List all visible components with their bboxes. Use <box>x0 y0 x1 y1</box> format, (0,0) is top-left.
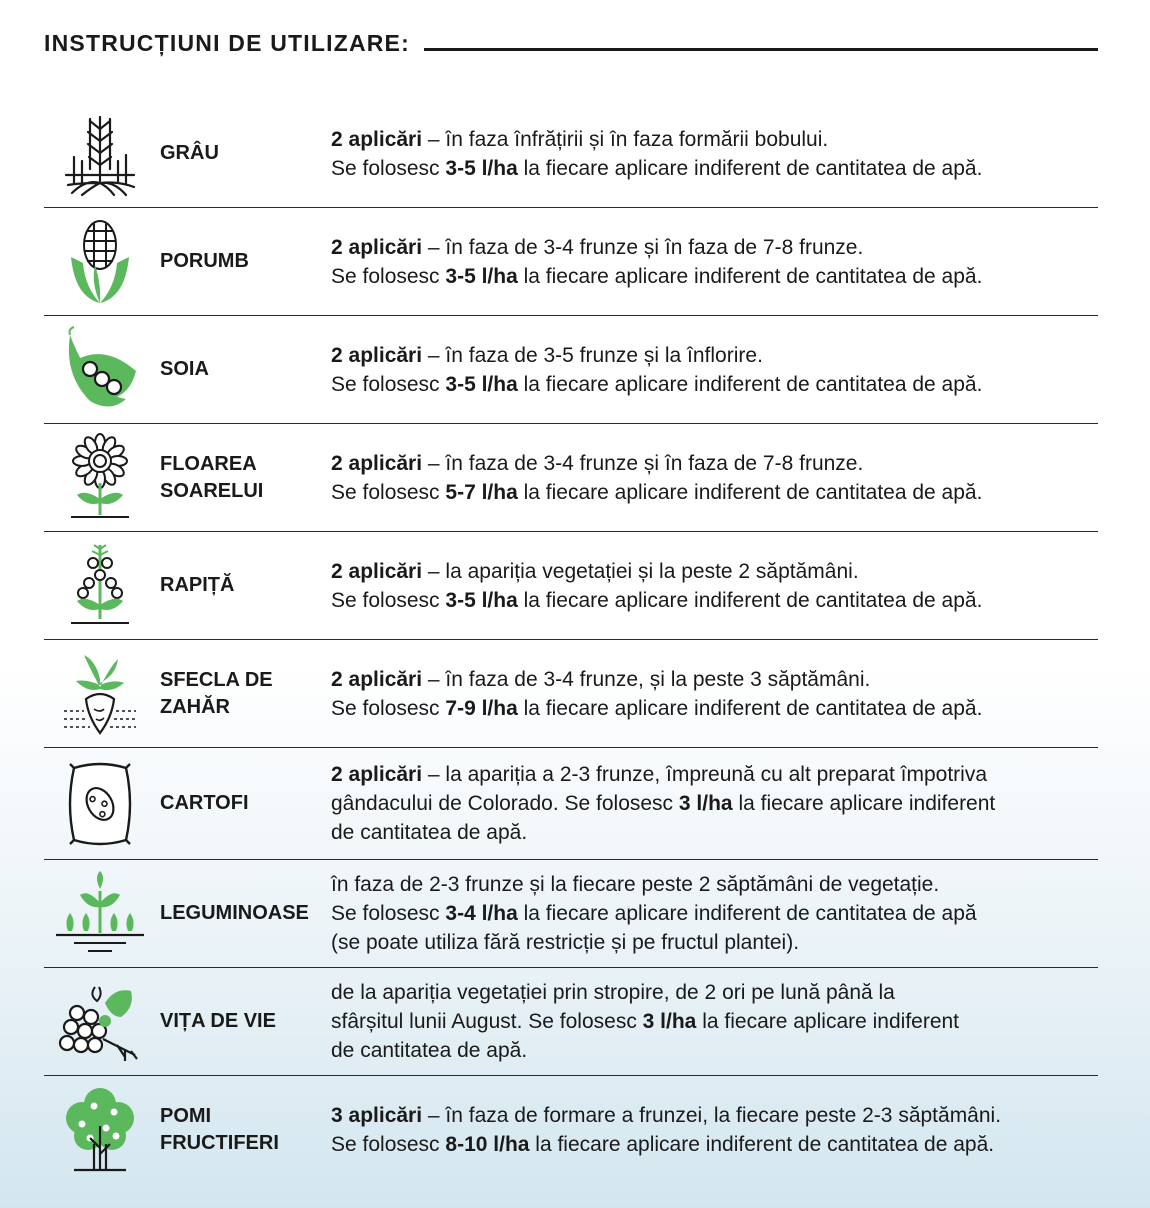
crop-name <box>156 356 328 383</box>
table-row <box>44 100 1098 208</box>
instruction-line <box>331 233 1098 262</box>
instruction-line <box>331 760 1098 789</box>
crop-name-line: CARTOFI <box>160 792 249 814</box>
instruction-line <box>331 899 1098 928</box>
instruction-text: Se folosesc <box>331 264 446 288</box>
instruction-text: de la apariția vegetației prin stropire, de 2 ori pe lună până la <box>331 981 895 1004</box>
dosage-highlight: 3 l/ha <box>642 1010 697 1033</box>
instruction-text: Se folosesc <box>331 372 446 396</box>
crop-name-line: LEGUMINOASE <box>160 902 309 924</box>
instruction-text: Se folosesc <box>331 480 446 504</box>
instruction-text: la fiecare aplicare indiferent de cantitatea de apă. <box>517 156 983 180</box>
table-row <box>44 532 1098 640</box>
instruction-text: – în faza de 3-5 frunze și la înflorire. <box>422 343 763 367</box>
instruction-line <box>331 1130 1098 1159</box>
table-row <box>44 208 1098 316</box>
instruction-text: – în faza înfrățirii și în faza formării bobului. <box>422 127 829 151</box>
instruction-text: la fiecare aplicare indiferent <box>696 1010 960 1033</box>
instruction-text: sfârșitul lunii August. Se folosesc <box>331 1010 643 1033</box>
crop-name-line: VIȚA DE VIE <box>160 1010 276 1032</box>
crop-instructions <box>328 978 1098 1065</box>
instruction-line <box>331 478 1098 507</box>
potato-sack-icon <box>44 758 156 850</box>
fruit-tree-icon <box>44 1084 156 1176</box>
instruction-line <box>331 370 1098 399</box>
instruction-line <box>331 125 1098 154</box>
dosage-highlight: 2 aplicări <box>331 667 423 691</box>
dosage-highlight: 2 aplicări <box>331 127 423 151</box>
sugar-beet-icon <box>44 649 156 739</box>
instruction-text: la fiecare aplicare indiferent de cantitatea de apă. <box>517 372 983 396</box>
instruction-line <box>331 978 1098 1007</box>
crop-instructions <box>328 125 1098 183</box>
instruction-text: – la apariția a 2-3 frunze, împreună cu alt preparat împotriva <box>422 763 988 786</box>
table-row <box>44 640 1098 748</box>
instruction-line <box>331 1036 1098 1065</box>
instruction-line <box>331 262 1098 291</box>
instruction-line <box>331 870 1098 899</box>
crop-name <box>156 140 328 167</box>
instruction-line <box>331 665 1098 694</box>
instruction-text: la fiecare aplicare indiferent de cantitatea de apă. <box>529 1133 995 1156</box>
rapeseed-icon <box>44 541 156 631</box>
dosage-highlight: 2 aplicări <box>331 763 423 786</box>
instruction-text: Se folosesc <box>331 588 446 612</box>
instruction-text: (se poate utiliza fără restricție și pe fructul plantei). <box>331 931 800 954</box>
instruction-text: Se folosesc <box>331 696 446 720</box>
instruction-line <box>331 1007 1098 1036</box>
instruction-text: Se folosesc <box>331 156 446 180</box>
instruction-line <box>331 154 1098 183</box>
dosage-highlight: 3-5 l/ha <box>445 156 518 180</box>
crop-name <box>156 790 328 817</box>
instruction-text: la fiecare aplicare indiferent de cantitatea de apă <box>517 902 977 925</box>
table-row <box>44 1076 1098 1184</box>
crop-name <box>156 248 328 275</box>
crop-instructions <box>328 341 1098 399</box>
corn-icon <box>44 217 156 307</box>
crop-name <box>156 900 328 927</box>
instruction-line <box>331 694 1098 723</box>
table-row <box>44 316 1098 424</box>
sunflower-icon <box>44 433 156 523</box>
crop-name <box>156 572 328 599</box>
dosage-highlight: 3-5 l/ha <box>445 372 518 396</box>
crop-instructions <box>328 233 1098 291</box>
dosage-highlight: 2 aplicări <box>331 235 423 259</box>
instruction-line <box>331 928 1098 957</box>
crop-instructions <box>328 870 1098 957</box>
soy-pod-icon <box>44 325 156 415</box>
crop-name-line: PORUMB <box>160 250 249 272</box>
instruction-line <box>331 341 1098 370</box>
instruction-line <box>331 789 1098 818</box>
dosage-highlight: 3 l/ha <box>678 792 733 815</box>
header <box>44 28 1098 58</box>
crop-name-line: POMI <box>160 1105 212 1127</box>
table-row <box>44 748 1098 860</box>
vegetables-icon <box>44 869 156 959</box>
crop-name-line: SFECLA DE <box>160 668 273 691</box>
crop-instructions <box>328 665 1098 723</box>
crop-name-line: GRÂU <box>160 142 219 164</box>
dosage-highlight: 8-10 l/ha <box>445 1133 530 1156</box>
instruction-text: la fiecare aplicare indiferent de cantitatea de apă. <box>517 480 983 504</box>
dosage-highlight: 3-5 l/ha <box>445 264 518 288</box>
crop-name-line: FLOAREA <box>160 452 257 475</box>
dosage-highlight: 3 aplicări <box>331 1104 423 1127</box>
instruction-text: Se folosesc <box>331 1133 446 1156</box>
instruction-text: Se folosesc <box>331 902 446 925</box>
crop-name-line: SOARELUI <box>160 479 264 502</box>
crop-name-line: ZAHĂR <box>160 695 230 718</box>
instruction-text: – în faza de 3-4 frunze și în faza de 7-8 frunze. <box>422 451 864 475</box>
instruction-text: – în faza de 3-4 frunze și în faza de 7-8 frunze. <box>422 235 864 259</box>
crop-name <box>156 1103 328 1157</box>
instruction-text: la fiecare aplicare indiferent de cantitatea de apă. <box>517 264 983 288</box>
crop-name <box>156 1008 328 1035</box>
instruction-text: gândacului de Colorado. Se folosesc <box>331 792 679 815</box>
dosage-highlight: 7-9 l/ha <box>445 696 518 720</box>
dosage-highlight: 5-7 l/ha <box>445 480 518 504</box>
instruction-text: – în faza de 3-4 frunze, și la peste 3 săptămâni. <box>422 667 871 691</box>
dosage-highlight: 3-4 l/ha <box>445 902 518 925</box>
instruction-line <box>331 557 1098 586</box>
wheat-icon <box>44 109 156 199</box>
dosage-highlight: 2 aplicări <box>331 559 423 583</box>
instruction-text: – în faza de formare a frunzei, la fiecare peste 2-3 săptămâni. <box>422 1104 1002 1127</box>
table-row <box>44 424 1098 532</box>
instruction-text: de cantitatea de apă. <box>331 821 528 844</box>
instruction-line <box>331 818 1098 847</box>
instruction-text: la fiecare aplicare indiferent de cantitatea de apă. <box>517 588 983 612</box>
crop-instructions <box>328 449 1098 507</box>
table-row <box>44 860 1098 968</box>
dosage-highlight: 3-5 l/ha <box>445 588 518 612</box>
instruction-text: în faza de 2-3 frunze și la fiecare peste 2 săptămâni de vegetație. <box>331 873 940 896</box>
crop-instructions <box>328 760 1098 847</box>
crop-name-line: SOIA <box>160 358 209 380</box>
grapevine-icon <box>44 977 156 1067</box>
instruction-line <box>331 586 1098 615</box>
crop-name <box>156 667 328 721</box>
instruction-line <box>331 449 1098 478</box>
crop-name-line: RAPIȚĂ <box>160 574 235 596</box>
dosage-highlight: 2 aplicări <box>331 451 423 475</box>
instruction-text: la fiecare aplicare indiferent de cantitatea de apă. <box>517 696 983 720</box>
crop-name-line: FRUCTIFERI <box>160 1132 279 1154</box>
dosage-highlight: 2 aplicări <box>331 343 423 367</box>
instruction-text: la fiecare aplicare indiferent <box>732 792 996 815</box>
crop-instructions <box>328 1101 1098 1159</box>
instruction-text: – la apariția vegetației și la peste 2 săptămâni. <box>422 559 859 583</box>
header-rule <box>424 48 1098 51</box>
instruction-text: de cantitatea de apă. <box>331 1039 528 1062</box>
crop-instructions <box>328 557 1098 615</box>
page-title: INSTRUCȚIUNI DE UTILIZARE: <box>44 29 410 56</box>
table-row <box>44 968 1098 1076</box>
instruction-line <box>331 1101 1098 1130</box>
crop-name <box>156 451 328 505</box>
